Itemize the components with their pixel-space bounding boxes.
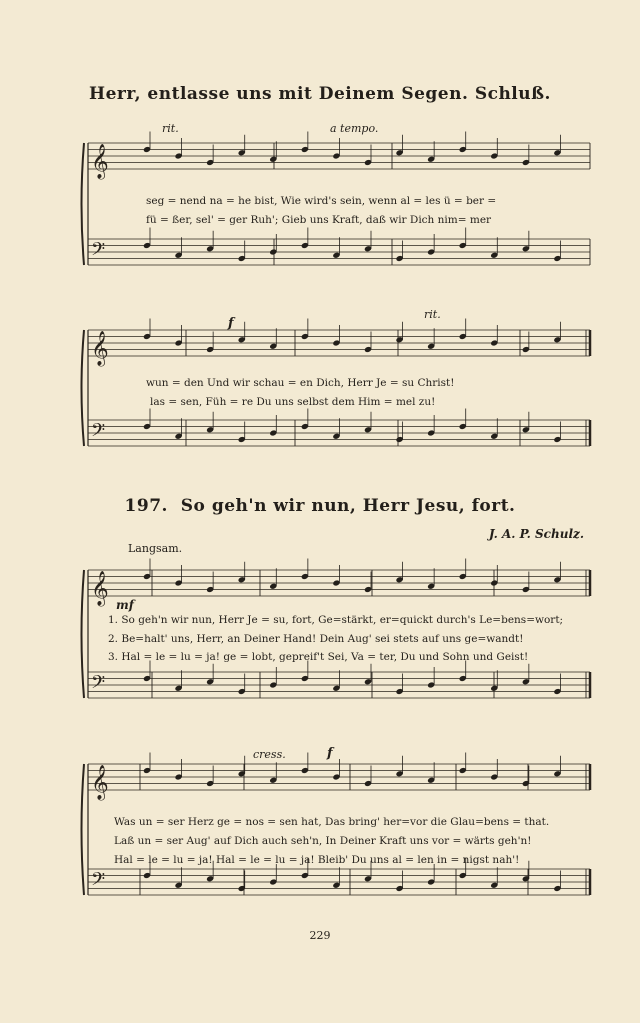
bass-clef-icon: 𝄢 xyxy=(91,420,106,446)
crescendo-mark: cress. xyxy=(253,748,286,761)
forte-mark-2: f xyxy=(327,746,333,761)
bass-clef-icon: 𝄢 xyxy=(91,672,106,698)
brace xyxy=(82,143,85,265)
lyric-verse-3: Hal = le = lu = ja! Hal = le = lu = ja! Bleib' Du uns al = len in = nigst nah'! xyxy=(114,854,520,866)
treble-clef-icon: 𝄞 xyxy=(91,571,109,606)
bass-clef-icon: 𝄢 xyxy=(91,239,106,265)
treble-clef-icon: 𝄞 xyxy=(91,331,109,366)
forte-mark: f xyxy=(228,316,234,331)
treble-clef-icon: 𝄞 xyxy=(91,765,109,800)
hymn-number: 197. xyxy=(124,496,168,516)
lyric-line: wun = den Und wir schau = en Dich, Herr Je = su Christ! xyxy=(146,377,455,389)
treble-clef-icon: 𝄞 xyxy=(91,144,109,179)
tempo-marking: Langsam. xyxy=(128,542,183,555)
a-tempo-mark: a tempo. xyxy=(330,122,379,135)
brace xyxy=(82,570,85,698)
brace xyxy=(82,764,85,895)
ritardando-mark-2: rit. xyxy=(424,308,441,321)
composer: J. A. P. Schulz. xyxy=(488,527,584,541)
mezzo-forte-mark: mf xyxy=(116,598,134,612)
previous-hymn-title: Herr, entlasse uns mit Deinem Segen. Schluß. xyxy=(89,84,551,104)
lyric-verse-1: 1. So geh'n wir nun, Herr Je = su, fort, Ge=stärkt, er=quickt durch's Le=bens=wort; xyxy=(108,614,564,626)
ritardando-mark: rit. xyxy=(162,122,179,135)
lyric-verse-2: Laß un = ser Aug' auf Dich auch seh'n, In Deiner Kraft uns vor = wärts geh'n! xyxy=(114,835,532,847)
lyric-line: seg = nend na = he bist, Wie wird's sein, wenn al = les ü = ber = xyxy=(146,195,497,207)
hymn-title-text: So geh'n wir nun, Herr Jesu, fort. xyxy=(180,496,516,516)
brace xyxy=(82,330,85,446)
lyric-verse-2: 2. Be=halt' uns, Herr, an Deiner Hand! Dein Aug' sei stets auf uns ge=wandt! xyxy=(108,633,524,645)
lyric-verse-3: 3. Hal = le = lu = ja! ge = lobt, gepreif't Sei, Va = ter, Du und Sohn und Geist! xyxy=(108,651,529,663)
lyric-line: las = sen, Füh = re Du uns selbst dem Him = mel zu! xyxy=(150,396,436,408)
bass-clef-icon: 𝄢 xyxy=(91,869,106,895)
lyric-verse-1: Was un = ser Herz ge = nos = sen hat, Das bring' her=vor die Glau=bens = that. xyxy=(114,816,550,828)
page-number: 229 xyxy=(309,929,331,942)
lyric-line: fü = ßer, sel' = ger Ruh'; Gieb uns Kraft, daß wir Dich nim= mer xyxy=(146,214,492,226)
